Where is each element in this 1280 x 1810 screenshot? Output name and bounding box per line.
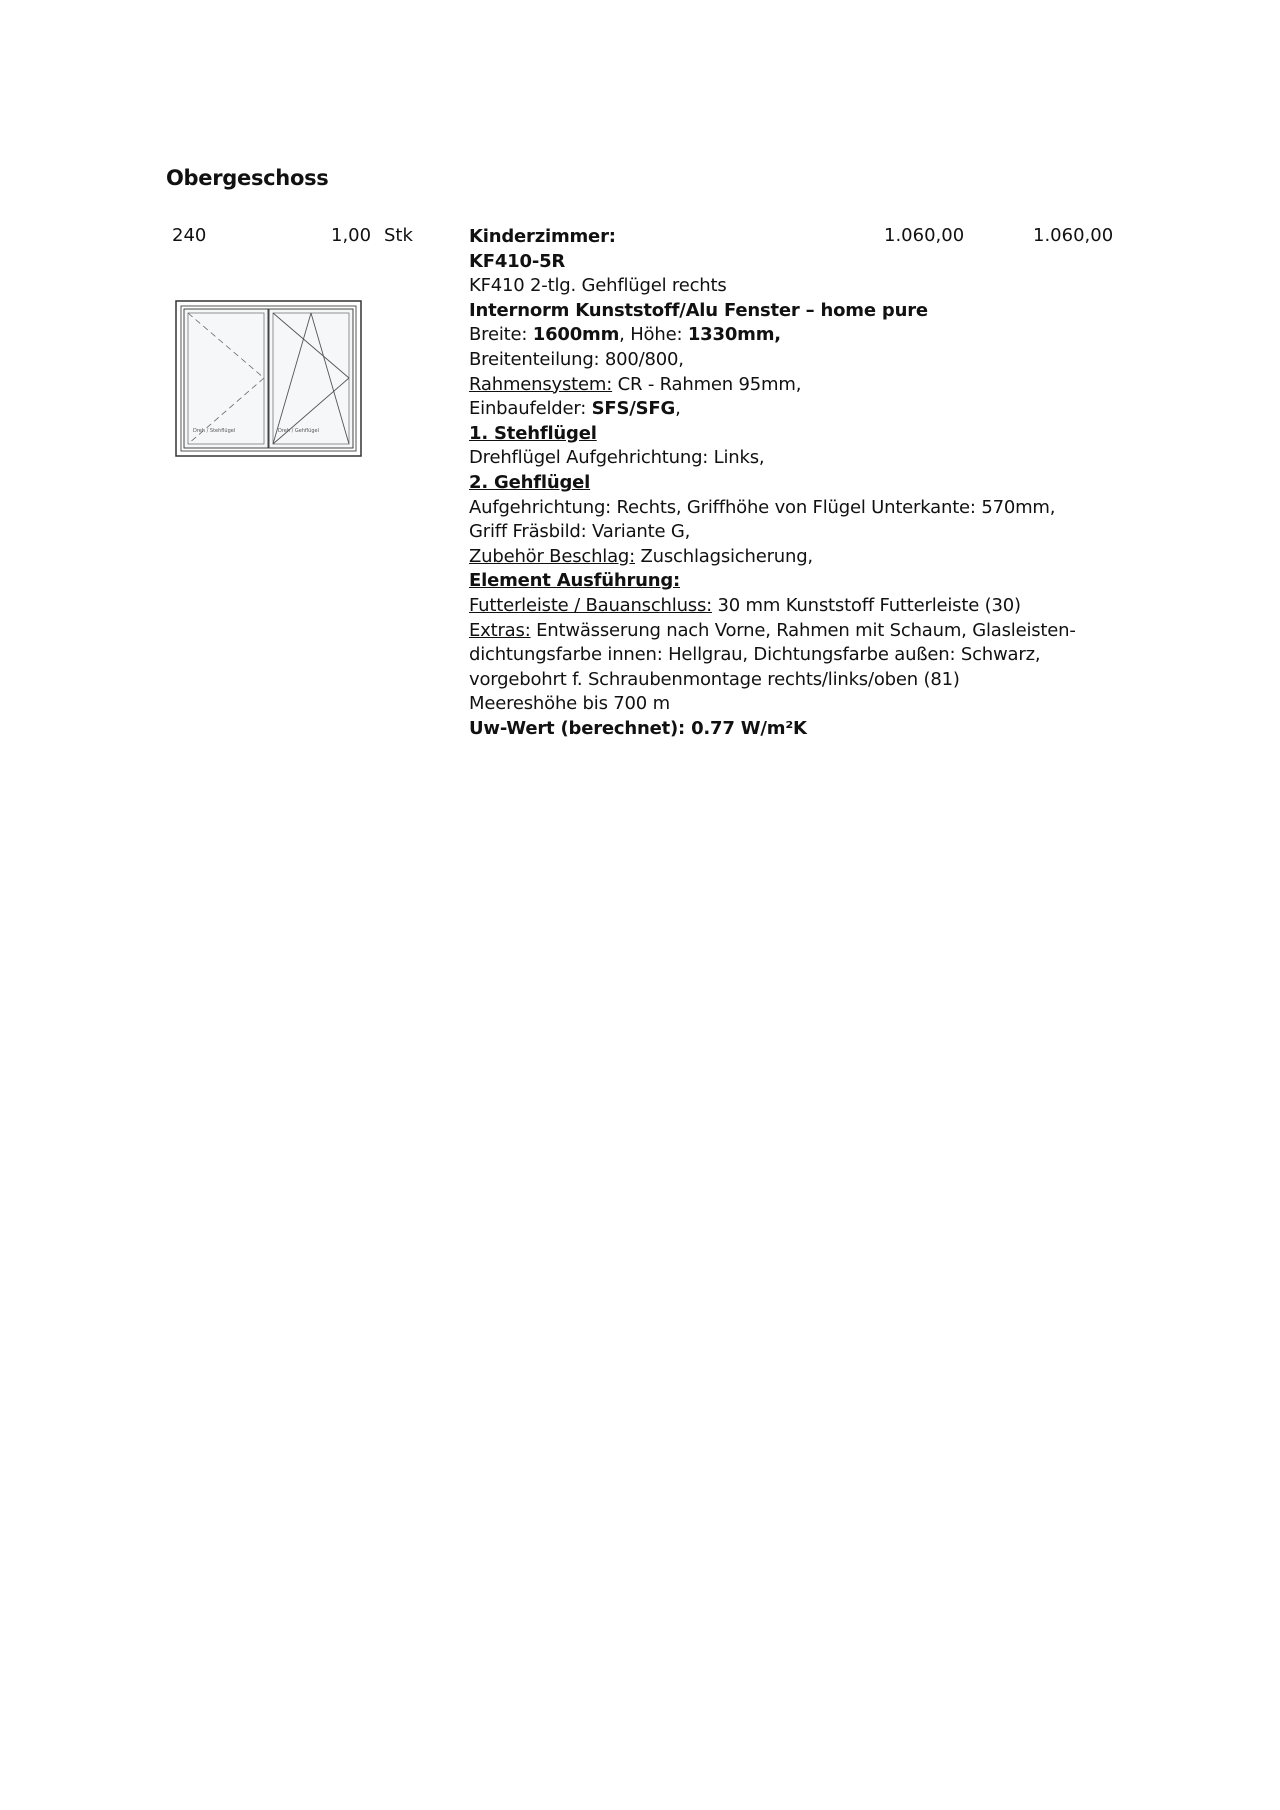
height-label: , Höhe: <box>619 324 688 346</box>
fields-value: SFS/SFG <box>591 398 676 420</box>
accessory-line <box>469 545 1109 570</box>
width-division: Breitenteilung: 800/800, <box>469 348 684 370</box>
extras-value: Entwässerung nach Vorne, Rahmen mit Schaum, Glasleisten- <box>530 619 1076 641</box>
height-value: 1330mm <box>687 324 775 346</box>
unit: Stk <box>384 225 413 246</box>
execution-heading: Element Ausführung: <box>469 570 681 592</box>
extras-line3: vorgebohrt f. Schraubenmontage rechts/links/oben (81) <box>469 668 960 690</box>
unit-price: 1.060,00 <box>884 225 965 246</box>
window-drawing <box>175 300 362 457</box>
dimensions-line <box>469 323 1109 348</box>
dimensions-suffix: , <box>774 324 781 346</box>
item-description <box>469 225 1109 741</box>
drawing-label-left: Dreh / Stehflügel <box>193 428 236 434</box>
quantity: 1,00 <box>331 225 372 246</box>
section-title: Obergeschoss <box>166 166 329 190</box>
altitude: Meereshöhe bis 700 m <box>469 693 670 715</box>
futter-line <box>469 594 1109 619</box>
sash1-text: Drehflügel Aufgehrichtung: Links, <box>469 447 765 469</box>
sash2-heading: 2. Gehflügel <box>469 471 591 493</box>
futter-label: Futterleiste / Bauanschluss: <box>469 594 712 616</box>
position-number: 240 <box>172 225 207 246</box>
frame-label: Rahmensystem: <box>469 373 613 395</box>
sash1-heading: 1. Stehflügel <box>469 422 597 444</box>
extras-label: Extras: <box>469 619 531 641</box>
uw-value: Uw-Wert (berechnet): 0.77 W/m²K <box>469 717 807 739</box>
model-description: KF410 2-tlg. Gehflügel rechts <box>469 275 727 297</box>
accessory-label: Zubehör Beschlag: <box>469 545 636 567</box>
accessory-value: Zuschlagsicherung, <box>635 545 813 567</box>
sash2-text1: Aufgehrichtung: Rechts, Griffhöhe von Flügel Unterkante: 570mm, <box>469 496 1056 518</box>
frame-line <box>469 373 1109 398</box>
total-price: 1.060,00 <box>1033 225 1114 246</box>
fields-suffix: , <box>675 398 681 420</box>
width-label: Breite: <box>469 324 533 346</box>
width-value: 1600mm <box>532 324 620 346</box>
product-code: KF410-5R <box>469 250 566 272</box>
sash2-text2: Griff Fräsbild: Variante G, <box>469 521 691 543</box>
extras-line1 <box>469 619 1109 644</box>
futter-value: 30 mm Kunststoff Futterleiste (30) <box>712 594 1021 616</box>
fields-line <box>469 397 1109 422</box>
fields-label: Einbaufelder: <box>469 398 592 420</box>
frame-value: CR - Rahmen 95mm, <box>612 373 802 395</box>
room-name: Kinderzimmer: <box>469 226 616 247</box>
extras-line2: dichtungsfarbe innen: Hellgrau, Dichtungsfarbe außen: Schwarz, <box>469 644 1041 666</box>
product-line: Internorm Kunststoff/Alu Fenster – home pure <box>469 299 928 321</box>
drawing-label-right: Dreh / Gehflügel <box>278 428 319 434</box>
